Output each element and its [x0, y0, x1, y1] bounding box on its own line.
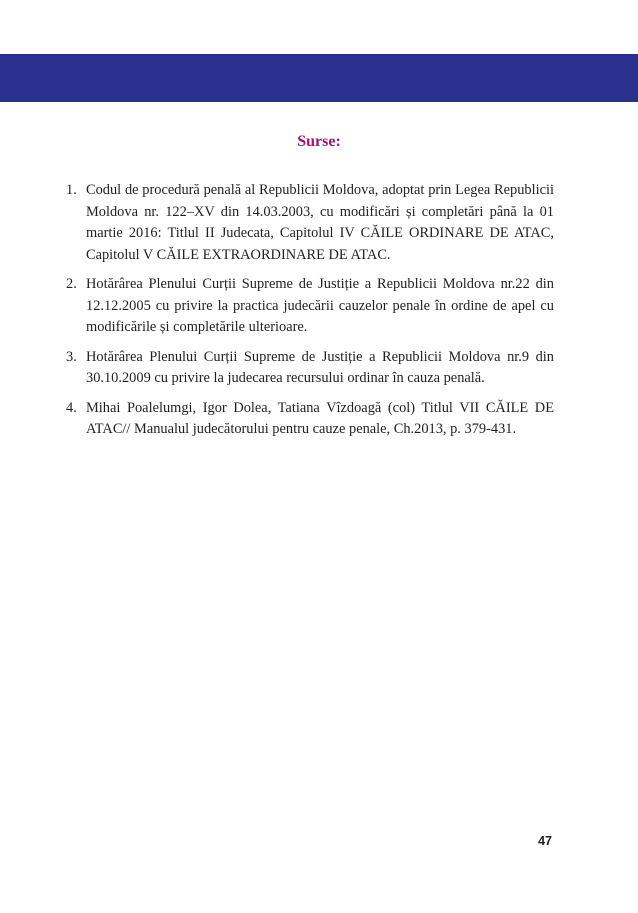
- header-band: [0, 54, 638, 102]
- sources-list: [66, 180, 554, 449]
- list-item: [66, 180, 554, 266]
- page-title: Surse:: [297, 133, 341, 150]
- list-item: [66, 274, 554, 339]
- list-item-text: Hotărârea Plenului Curții Supreme de Justiție a Republicii Moldova nr.22 din 12.12.2005 cu privire la practica judecării cauzelor penale în ordine de apel cu modificările și completările ulterioare.: [86, 276, 554, 335]
- list-item-text: Mihai Poalelumgi, Igor Dolea, Tatiana Vîzdoagă (col) Titlul VII CĂILE DE ATAC// Manualul judecătorului pentru cauze penale, Ch.2013, p. 379-431.: [86, 399, 554, 437]
- list-item-text: Codul de procedură penală al Republicii Moldova, adoptat prin Legea Republicii Moldova nr. 122–XV din 14.03.2003, cu modificări și completări până la 01 martie 2016: Titlul II Judecata, Capitolul IV CĂILE ORDINARE DE ATAC, Capitolul V CĂILE EXTRAORDINARE DE ATAC.: [86, 182, 554, 263]
- list-item-number: 1.: [66, 182, 77, 198]
- page-number: 47: [538, 834, 552, 848]
- list-item-number: 3.: [66, 348, 77, 365]
- list-item: [66, 398, 554, 441]
- list-item-number: 2.: [66, 276, 77, 292]
- list-item-text: Hotărârea Plenului Curții Supreme de Justiție a Republicii Moldova nr.9 din 30.10.2009 cu privire la judecarea recursului ordinar în cauza penală.: [86, 348, 554, 386]
- list-item-number: 4.: [66, 399, 77, 416]
- list-item: [66, 347, 554, 390]
